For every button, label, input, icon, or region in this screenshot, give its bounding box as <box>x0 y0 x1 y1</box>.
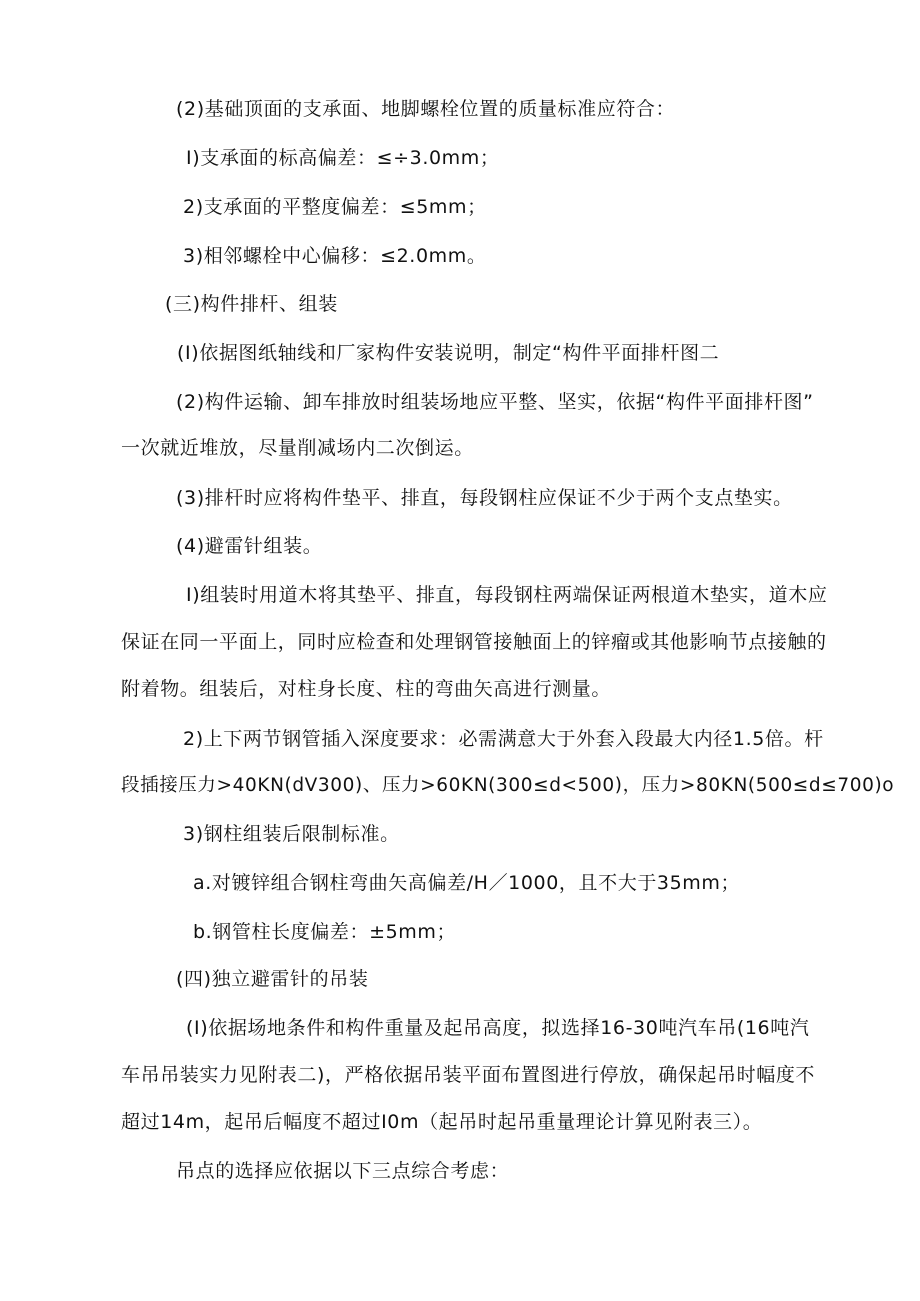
text-line: 3)相邻螺栓中心偏移：≤2.0mm。 <box>183 245 487 267</box>
text-line: (2)构件运输、卸车排放时组装场地应平整、坚实，依据“构件平面排杆图” <box>176 391 814 413</box>
text-line: I)支承面的标高偏差：≤÷3.0mm； <box>186 147 500 169</box>
text-line: 段插接压力>40KN(dV300)、压力>60KN(300≤d<500)，压力>80KN(500≤d≤700)o <box>121 775 895 796</box>
text-line: (3)排杆时应将构件垫平、排直，每段钢柱应保证不少于两个支点垫实。 <box>176 487 793 509</box>
section-heading: (四)独立避雷针的吊装 <box>176 968 369 990</box>
text-line: (2)基础顶面的支承面、地脚螺栓位置的质量标准应符合： <box>176 98 676 120</box>
text-line: (I)依据场地条件和构件重量及起吊高度，拟选择16-30吨汽车吊(16吨汽 <box>186 1017 810 1039</box>
text-line: 3)钢柱组装后限制标准。 <box>183 823 400 845</box>
text-line: a.对镀锌组合钢柱弯曲矢高偏差/H／1000，且不大于35mm； <box>193 872 741 894</box>
text-line: 超过14m，起吊后幅度不超过I0m（起吊时起吊重量理论计算见附表三）。 <box>121 1111 763 1133</box>
text-line: 2)支承面的平整度偏差：≤5mm； <box>183 196 487 218</box>
section-heading: (三)构件排杆、组装 <box>165 293 338 315</box>
text-line: (I)依据图纸轴线和厂家构件安装说明，制定“构件平面排杆图二 <box>177 342 720 364</box>
text-line: 保证在同一平面上，同时应检查和处理钢管接触面上的锌瘤或其他影响节点接触的 <box>121 631 827 653</box>
text-line: b.钢管柱长度偏差：±5mm； <box>193 921 457 943</box>
text-line: (4)避雷针组装。 <box>176 535 323 557</box>
text-line: 附着物。组装后，对柱身长度、柱的弯曲矢高进行测量。 <box>121 678 612 700</box>
text-line: 车吊吊装实力见附表二)，严格依据吊装平面布置图进行停放，确保起吊时幅度不 <box>121 1064 816 1086</box>
text-line: I)组装时用道木将其垫平、排直，每段钢柱两端保证两根道木垫实，道木应 <box>186 584 828 606</box>
text-line: 一次就近堆放，尽量削减场内二次倒运。 <box>121 437 474 459</box>
text-line: 2)上下两节钢管插入深度要求：必需满意大于外套入段最大内径1.5倍。杆 <box>183 728 824 750</box>
text-line: 吊点的选择应依据以下三点综合考虑： <box>176 1160 510 1182</box>
